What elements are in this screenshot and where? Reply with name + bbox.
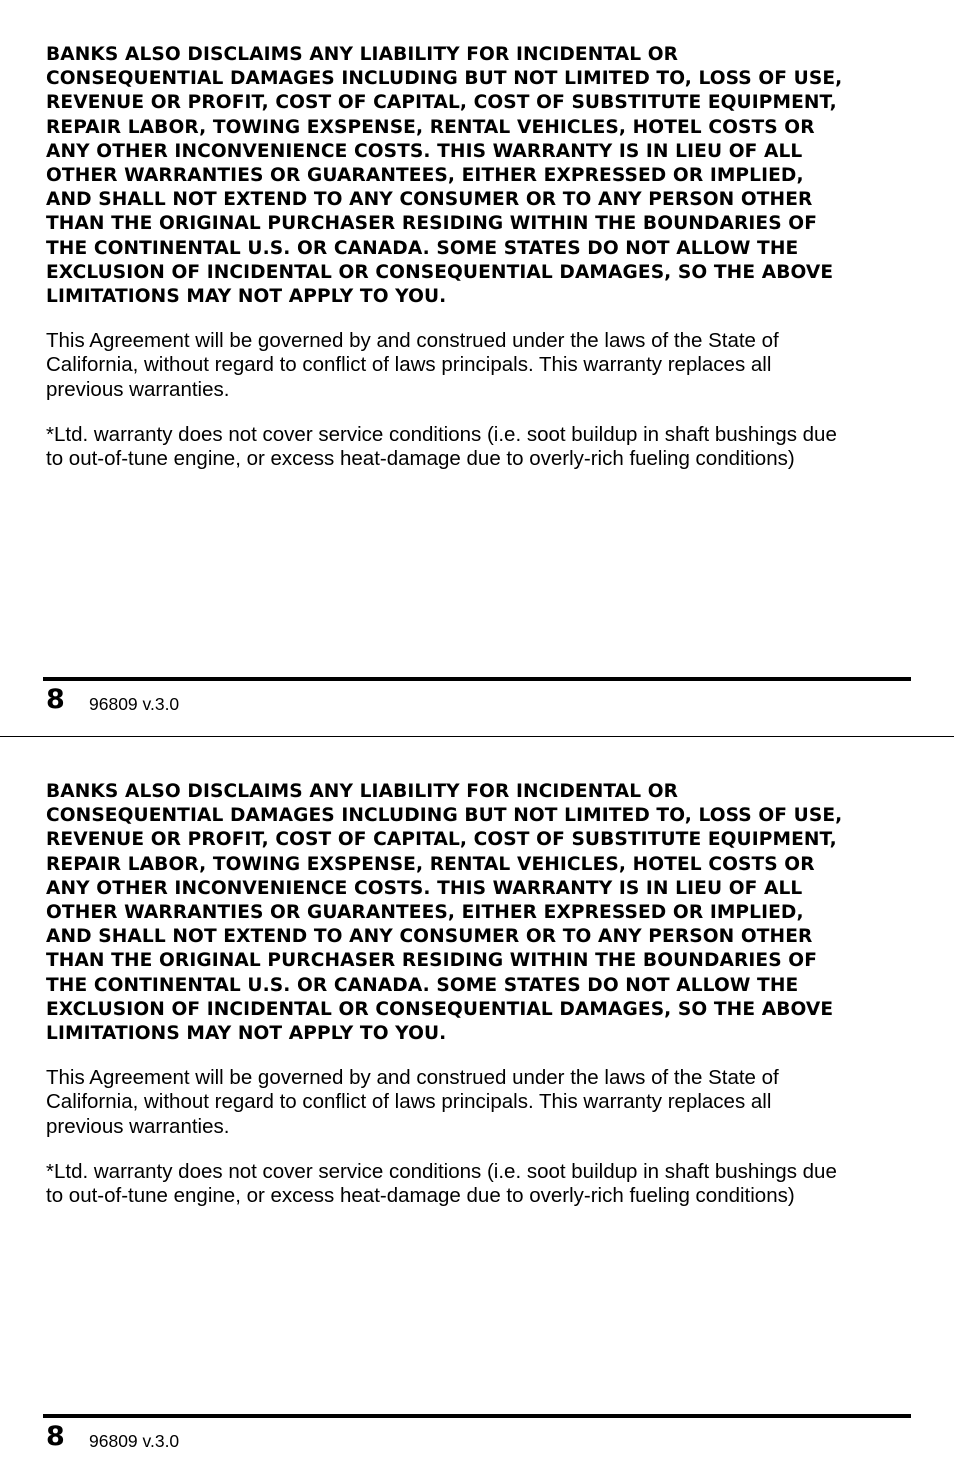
- ltd-warranty-note: *Ltd. warranty does not cover service conditions (i.e. soot buildup in shaft bushings due to out-of-tune engine, or excess heat-damage due to overly-rich fueling conditions): [46, 423, 837, 471]
- footer-rule: [43, 1414, 911, 1418]
- governing-law-paragraph: This Agreement will be governed by and construed under the laws of the State of California, without regard to conflict of laws principals. This warranty replaces all previous warranties.: [46, 329, 779, 401]
- footer-rule: [43, 677, 911, 681]
- document-version: 96809 v.3.0: [89, 694, 180, 714]
- governing-law-paragraph: This Agreement will be governed by and construed under the laws of the State of California, without regard to conflict of laws principals. This warranty replaces all previous warranties.: [46, 1066, 779, 1138]
- liability-disclaimer: BANKS ALSO DISCLAIMS ANY LIABILITY FOR INCIDENTAL OR CONSEQUENTIAL DAMAGES INCLUDING BUT NOT LIMITED TO, LOSS OF USE, REVENUE OR PROFIT, COST OF CAPITAL, COST OF SUBSTITUTE EQUIPMENT, REPAIR LABOR, TOWING EXSPENSE, RENTAL VEHICLES, HOTEL COSTS OR ANY OTHER INCONVENIENCE COSTS. THIS WARRANTY IS IN LIEU OF ALL OTHER WARRANTIES OR GUARANTEES, EITHER EXPRESSED OR IMPLIED, AND SHALL NOT EXTEND TO ANY CONSUMER OR TO ANY PERSON OTHER THAN THE ORIGINAL PURCHASER RESIDING WITHIN THE BOUNDARIES OF THE CONTINENTAL U.S. OR CANADA. SOME STATES DO NOT ALLOW THE EXCLUSION OF INCIDENTAL OR CONSEQUENTIAL DAMAGES, SO THE ABOVE LIMITATIONS MAY NOT APPLY TO YOU.: [46, 781, 843, 1045]
- document-page-1: [0, 0, 954, 737]
- liability-disclaimer: BANKS ALSO DISCLAIMS ANY LIABILITY FOR INCIDENTAL OR CONSEQUENTIAL DAMAGES INCLUDING BUT NOT LIMITED TO, LOSS OF USE, REVENUE OR PROFIT, COST OF CAPITAL, COST OF SUBSTITUTE EQUIPMENT, REPAIR LABOR, TOWING EXSPENSE, RENTAL VEHICLES, HOTEL COSTS OR ANY OTHER INCONVENIENCE COSTS. THIS WARRANTY IS IN LIEU OF ALL OTHER WARRANTIES OR GUARANTEES, EITHER EXPRESSED OR IMPLIED, AND SHALL NOT EXTEND TO ANY CONSUMER OR TO ANY PERSON OTHER THAN THE ORIGINAL PURCHASER RESIDING WITHIN THE BOUNDARIES OF THE CONTINENTAL U.S. OR CANADA. SOME STATES DO NOT ALLOW THE EXCLUSION OF INCIDENTAL OR CONSEQUENTIAL DAMAGES, SO THE ABOVE LIMITATIONS MAY NOT APPLY TO YOU.: [46, 44, 843, 308]
- document-version: 96809 v.3.0: [89, 1431, 180, 1451]
- document-page-2: [0, 737, 954, 1474]
- page-number: 8: [46, 1421, 65, 1452]
- page-number: 8: [46, 684, 65, 715]
- ltd-warranty-note: *Ltd. warranty does not cover service conditions (i.e. soot buildup in shaft bushings due to out-of-tune engine, or excess heat-damage due to overly-rich fueling conditions): [46, 1160, 837, 1208]
